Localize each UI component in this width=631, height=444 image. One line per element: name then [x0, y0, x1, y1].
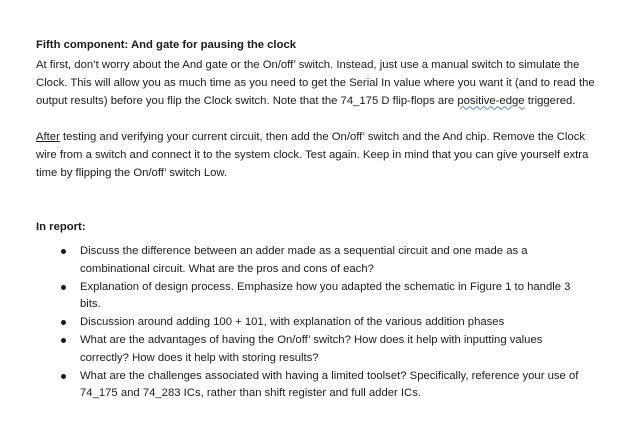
paragraph-text: [36, 57, 596, 110]
bullet-icon: [61, 285, 66, 290]
spellcheck-word[interactable]: positive-edge: [457, 94, 525, 107]
paragraph-clock-switch: [36, 57, 596, 110]
bullet-icon: [61, 320, 66, 325]
paragraph-text: [36, 129, 596, 182]
bullet-icon: [61, 338, 66, 343]
list-item: [36, 279, 590, 315]
bullet-icon: [61, 374, 66, 379]
list-item-text: Discussion around adding 100 + 101, with explanation of the various addition phases: [80, 316, 505, 329]
paragraph-body: testing and verifying your current circuit, then add the On/off’ switch and the And chip. Remove the Clock wire from a switch and connect it to the system clock. Test again. Keep in mind that you can give yourself extra time by flipping the On/off’ switch Low.: [36, 131, 589, 179]
list-item: [36, 243, 590, 279]
bullet-icon: [61, 249, 66, 254]
list-item-text: What are the advantages of having the On/off’ switch? How does it help with inputting values correctly? How does it help with storing results?: [80, 333, 543, 364]
list-item: [36, 332, 590, 368]
report-heading: In report:: [36, 221, 86, 233]
list-item: [36, 368, 590, 404]
paragraph-end: triggered.: [524, 94, 576, 107]
report-list: [36, 243, 596, 403]
list-item-text: What are the challenges associated with having a limited toolset? Specifically, reference your use of 74_175 and 74_283 ICs, rather than shift register and full adder ICs.: [80, 369, 579, 400]
underlined-word: After: [36, 131, 60, 143]
paragraph-add-switch: [36, 129, 596, 182]
list-item-text: Discuss the difference between an adder made as a sequential circuit and one made as a combinational circuit. What are the pros and cons of each?: [80, 245, 528, 275]
section-heading: Fifth component: And gate for pausing the clock: [36, 39, 297, 51]
paragraph-body: At first, don’t worry about the And gate or the On/off’ switch. Instead, just use a manual switch to simulate the Clock. This will allow you as much time as you need to get the Serial In value where you want it (and to read the output results) before you flip the Clock switch. Note that the 74_175 D flip-flops are: [36, 59, 595, 107]
list-item-text: Explanation of design process. Emphasize how you adapted the schematic in Figure 1 to handle 3 bits.: [80, 280, 571, 311]
list-item: [36, 314, 590, 332]
